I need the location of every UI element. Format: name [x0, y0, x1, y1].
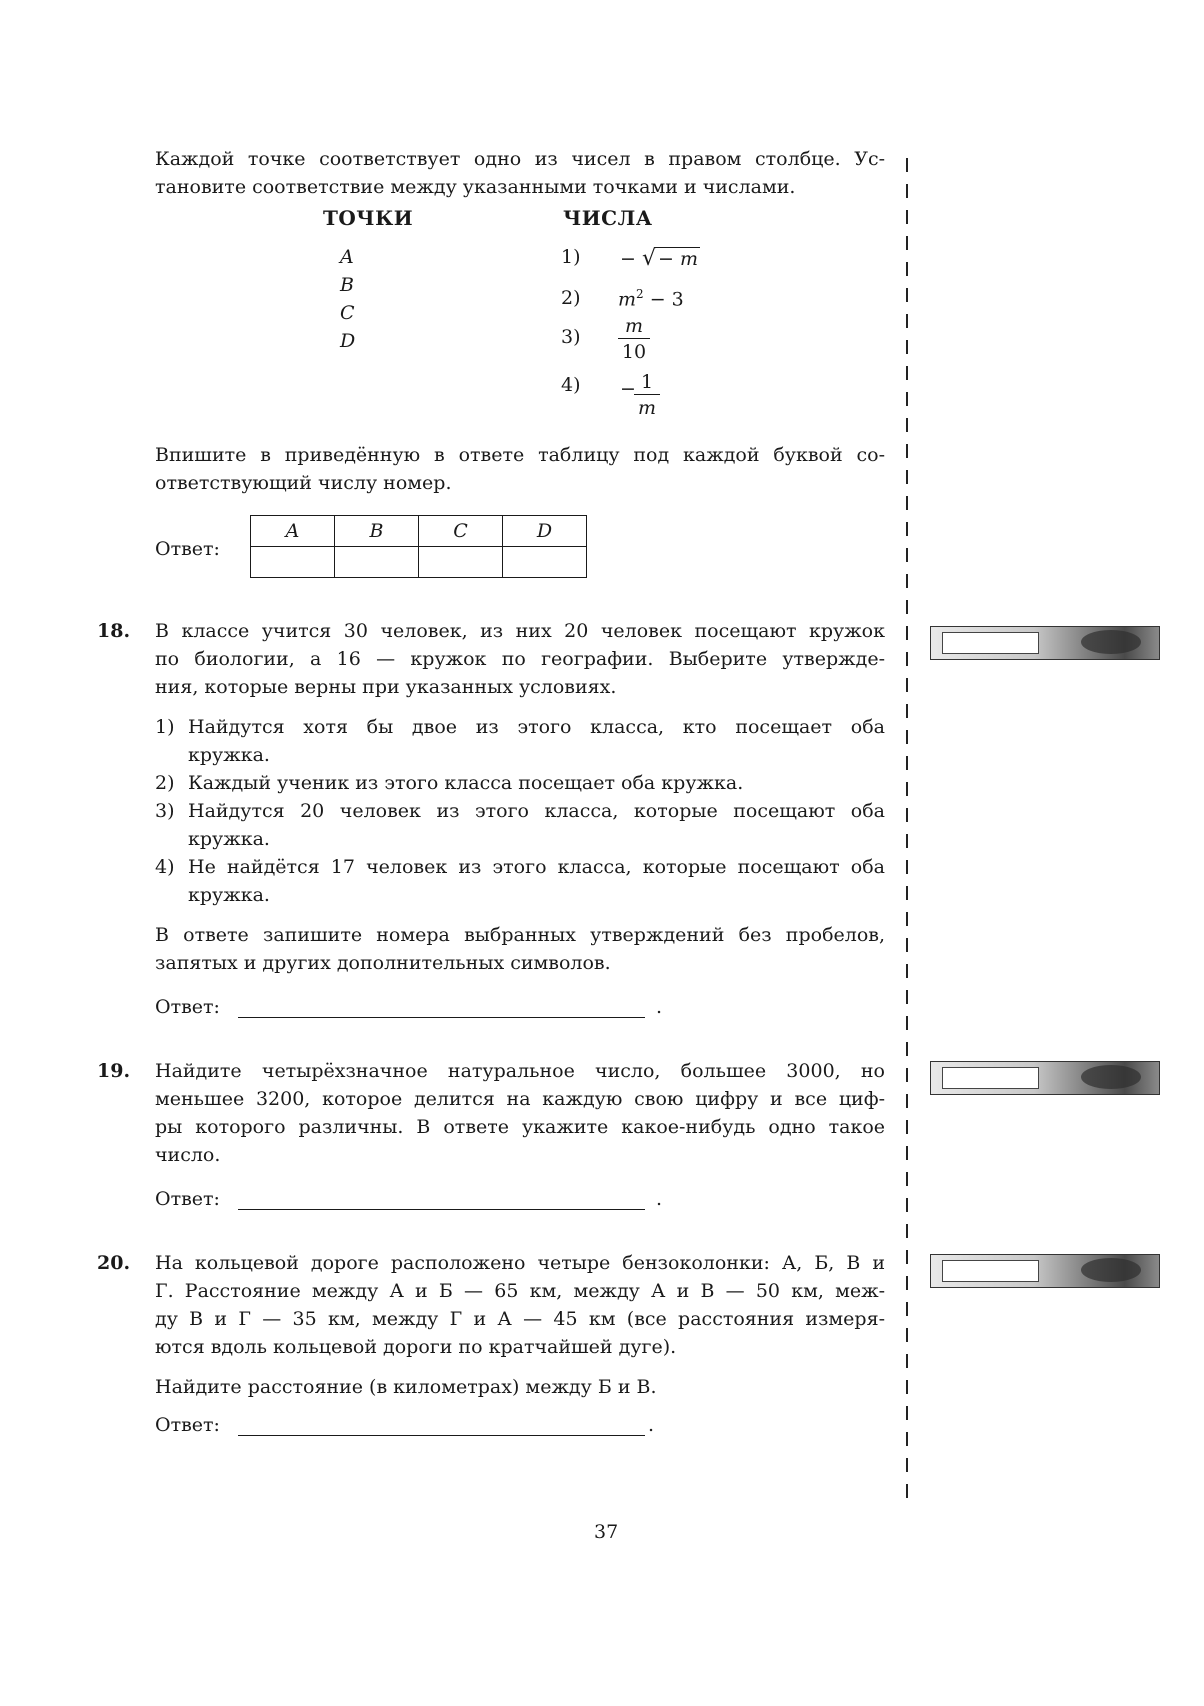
task19-answer-line[interactable] [238, 1209, 645, 1210]
task18-item-2-label: 2) [155, 772, 175, 794]
task20-text-line-1: На кольцевой дороге расположено четыре бензоколонки: А, Б, В и [155, 1252, 885, 1274]
option-1-expression [620, 246, 700, 271]
answer-cell-b[interactable] [335, 547, 419, 578]
task19-number: 19. [97, 1060, 131, 1082]
option-4-label: 4) [561, 374, 581, 396]
task19-text-line-4: число. [155, 1144, 221, 1166]
task17-answer-table [250, 515, 587, 578]
task18-instruction-line-2: запятых и других дополнительных символов. [155, 952, 611, 974]
option-1-label: 1) [561, 246, 581, 268]
option-2-exponent: 2 [636, 287, 644, 301]
task20-score-box [930, 1254, 1160, 1288]
answer-table-header-c: C [419, 516, 503, 547]
task20-text-line-3: ду В и Г — 35 км, между Г и А — 45 км (все расстояния измеря- [155, 1308, 885, 1330]
task18-item-1-line-1: Найдутся хотя бы двое из этого класса, кто посещает оба [188, 716, 885, 738]
task17-intro-line-1: Каждой точке соответствует одно из чисел в правом столбце. Ус- [155, 148, 885, 170]
answer-cell-a[interactable] [251, 547, 335, 578]
option-4-sign: − [620, 378, 636, 400]
task20-answer-dot: . [648, 1414, 655, 1436]
task18-number: 18. [97, 620, 131, 642]
answer-cell-d[interactable] [503, 547, 587, 578]
task19-text-line-3: ры которого различны. В ответе укажите какое-нибудь одно такое [155, 1116, 885, 1138]
page-number: 37 [594, 1521, 619, 1543]
points-header: ТОЧКИ [323, 206, 414, 230]
option-4-denominator: m [637, 397, 657, 419]
task18-item-1-label: 1) [155, 716, 175, 738]
task20-answer-line[interactable] [238, 1435, 645, 1436]
task20-number: 20. [97, 1252, 131, 1274]
option-1-radicand: − m [658, 248, 698, 270]
task18-answer-line[interactable] [238, 1017, 645, 1018]
answer-cell-c[interactable] [419, 547, 503, 578]
task18-answer-label: Ответ: [155, 996, 220, 1018]
task18-item-3-line-1: Найдутся 20 человек из этого класса, которые посещают оба [188, 800, 885, 822]
task19-score-box [930, 1061, 1160, 1095]
task18-item-3-line-2: кружка. [188, 828, 270, 850]
task19-text-line-1: Найдите четырёхзначное натуральное число, большее 3000, но [155, 1060, 885, 1082]
answer-table-header-a: A [251, 516, 335, 547]
option-3-label: 3) [561, 326, 581, 348]
task19-answer-label: Ответ: [155, 1188, 220, 1210]
task20-question: Найдите расстояние (в километрах) между Б и В. [155, 1376, 657, 1398]
option-4-numerator: 1 [634, 370, 660, 395]
task18-score-mark [1081, 630, 1141, 654]
option-2-label: 2) [561, 287, 581, 309]
task18-item-4-line-1: Не найдётся 17 человек из этого класса, которые посещают оба [188, 856, 885, 878]
answer-table-header-b: B [335, 516, 419, 547]
task17-instruction-line-2: ответствующий числу номер. [155, 472, 452, 494]
answer-table-header-d: D [503, 516, 587, 547]
option-2-expression [618, 287, 684, 310]
task18-item-1-line-2: кружка. [188, 744, 270, 766]
task18-item-4-line-2: кружка. [188, 884, 270, 906]
cut-line [906, 158, 908, 1510]
task20-answer-label: Ответ: [155, 1414, 220, 1436]
sqrt-icon: √ [641, 246, 656, 271]
task17-answer-label: Ответ: [155, 538, 220, 560]
point-c: C [340, 302, 355, 324]
task18-answer-dot: . [656, 996, 663, 1018]
task18-score-input[interactable] [942, 632, 1039, 654]
task17-intro-line-2: тановите соответствие между указанными точками и числами. [155, 176, 796, 198]
task18-item-2-line-1: Каждый ученик из этого класса посещает оба кружка. [188, 772, 744, 794]
task19-answer-dot: . [656, 1188, 663, 1210]
option-3-denominator: 10 [621, 341, 647, 363]
task17-instruction-line-1: Впишите в приведённую в ответе таблицу под каждой буквой со- [155, 444, 885, 466]
point-d: D [340, 330, 356, 352]
task20-score-input[interactable] [942, 1260, 1039, 1282]
option-1-minus: − [620, 248, 636, 270]
task20-text-line-2: Г. Расстояние между А и Б — 65 км, между А и В — 50 км, меж- [155, 1280, 885, 1302]
task18-score-box [930, 626, 1160, 660]
numbers-header: ЧИСЛА [563, 206, 653, 230]
task20-score-mark [1081, 1258, 1141, 1282]
option-4-fraction [634, 370, 660, 421]
task18-item-4-label: 4) [155, 856, 175, 878]
point-a: A [340, 246, 354, 268]
task18-text-line-1: В классе учится 30 человек, из них 20 человек посещают кружок [155, 620, 885, 642]
task19-text-line-2: меньшее 3200, которое делится на каждую свою цифру и все циф- [155, 1088, 885, 1110]
option-3-numerator: m [618, 314, 650, 339]
task20-text-line-4: ются вдоль кольцевой дороги по кратчайшей дуге). [155, 1336, 677, 1358]
point-b: B [340, 274, 354, 296]
option-3-fraction [618, 314, 650, 365]
option-2-rest: − 3 [643, 288, 684, 311]
task19-score-mark [1081, 1065, 1141, 1089]
task18-instruction-line-1: В ответе запишите номера выбранных утверждений без пробелов, [155, 924, 885, 946]
task18-text-line-3: ния, которые верны при указанных условиях. [155, 676, 617, 698]
task18-text-line-2: по биологии, а 16 — кружок по географии. Выберите утвержде- [155, 648, 885, 670]
task18-item-3-label: 3) [155, 800, 175, 822]
task19-score-input[interactable] [942, 1067, 1039, 1089]
option-2-base: m [618, 288, 637, 311]
